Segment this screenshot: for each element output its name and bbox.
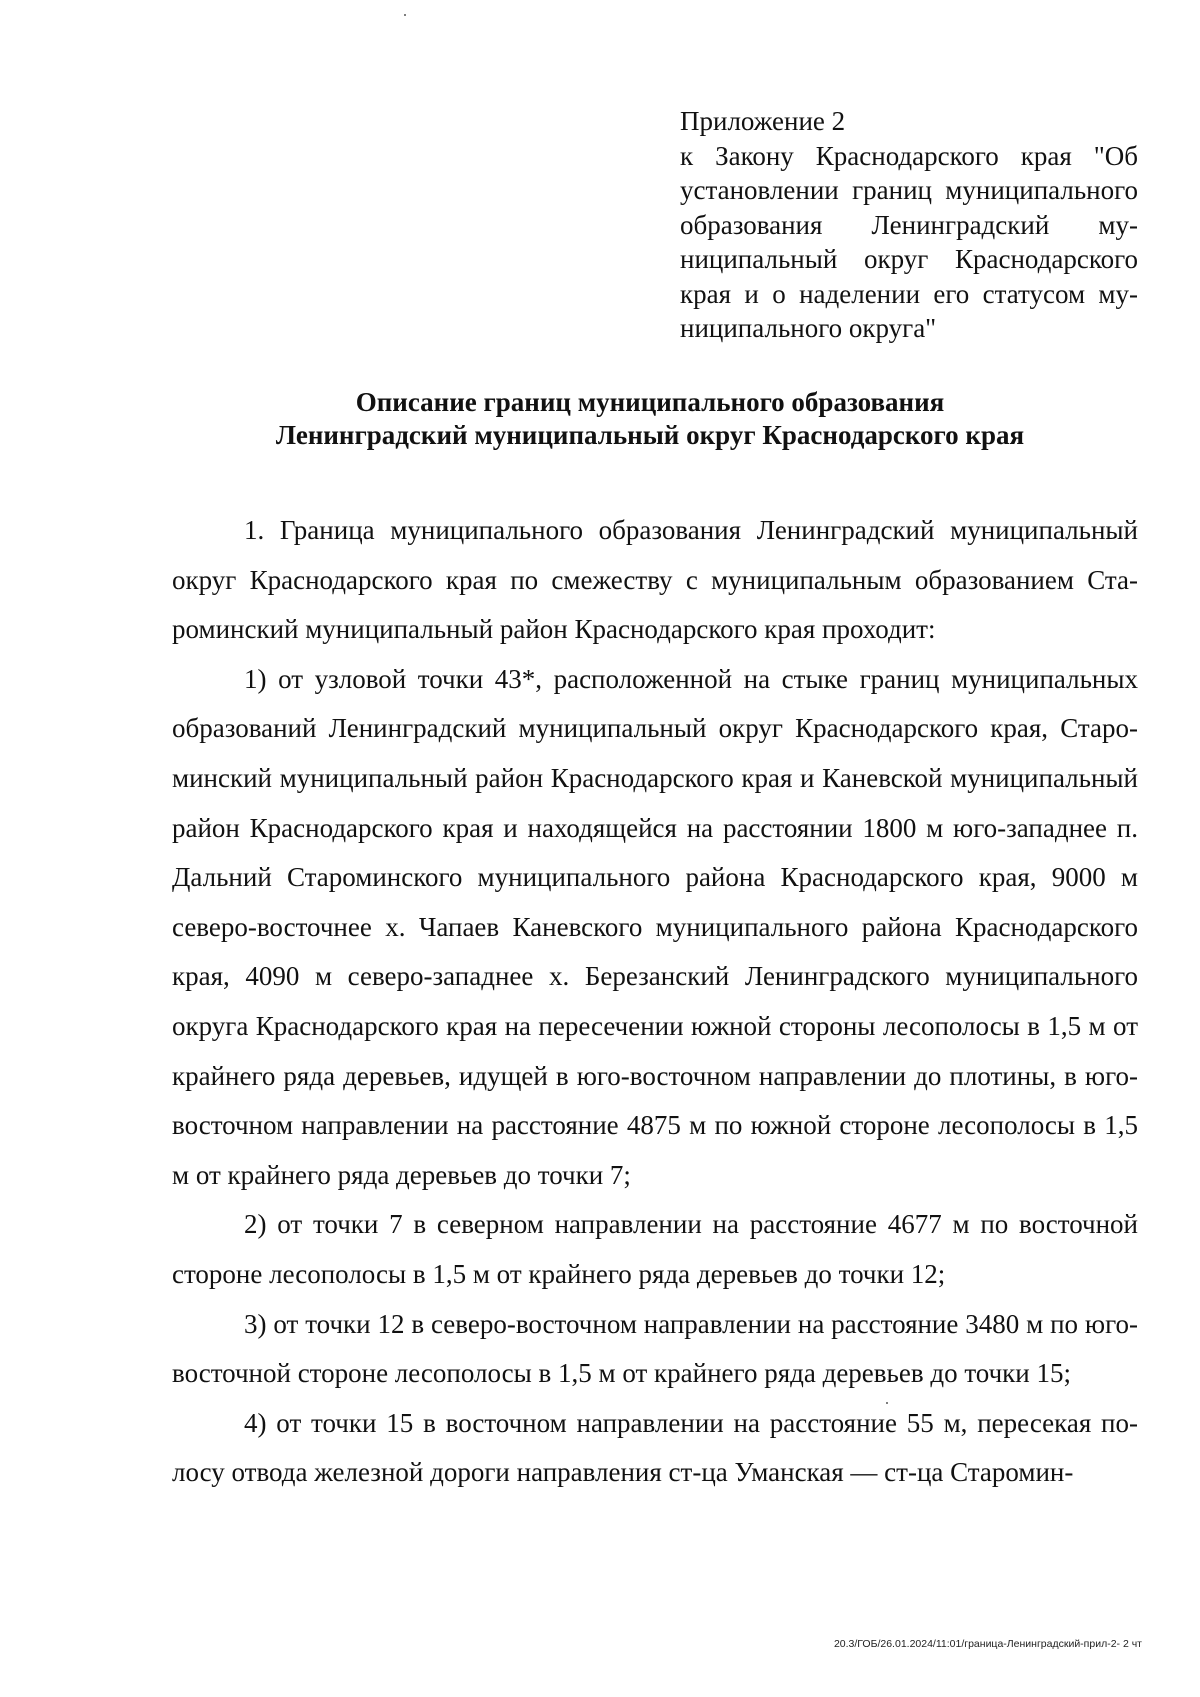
paragraph-1: 1. Граница муниципального образования Ленинградский муниципальный округ Краснодарского края по смежеству с муниципальным образованием Староминский муниципальный район Краснодарского края проходит: [172, 515, 1138, 645]
document-title-line-1: Описание границ муниципального образования [355, 387, 945, 417]
paragraph-item-2: 2) от точки 7 в северном направлении на расстояние 4677 м по восточной стороне лесополосы в 1,5 м от крайнего ряда деревьев до точки 12; [172, 1209, 1138, 1289]
document-footer-code: 20.3/ГОБ/26.01.2024/11:01/граница-Ленинградский-прил-2- 2 чт [833, 1638, 1142, 1650]
appendix-header [680, 104, 1138, 346]
paragraph-item-3: 3) от точки 12 в северо-восточном направлении на расстояние 3480 м по юго-восточной стороне лесополосы в 1,5 м от крайнего ряда деревьев до точки 15; [172, 1308, 1138, 1389]
scan-speck-top [404, 14, 406, 16]
document-title-line-2: Ленинградский муниципальный округ Краснодарского края [275, 420, 1025, 450]
document-body [172, 506, 1138, 1498]
appendix-number: Приложение 2 [680, 106, 846, 136]
appendix-law-reference: к Закону Краснодарского края "Об установлении границ муниципального образования Ленинградский муниципальный округ Краснодарского края и о наделении его статусом муниципального округа" [680, 140, 1138, 343]
paragraph-item-1: 1) от узловой точки 43*, расположенной на стыке границ муниципальных образований Ленинградский муниципальный округ Краснодарского края, Староминский муниципальный район Краснодарского края и Каневской муниципальный район Краснодарского края и находящейся на расстоянии 1800 м юго-западнее п. Дальний Староминского муниципального района Краснодарского края, 9000 м северо-восточнее х. Чапаев Каневского муниципального района Краснодарского края, 4090 м северо-западнее х. Березанский Ленинградского муниципального округа Краснодарского края на пересечении южной стороны лесополосы в 1,5 м от крайнего ряда деревьев, идущей в юго-восточном направлении до плотины, в юго-восточном направлении на расстояние 4875 м по южной стороне лесополосы в 1,5 м от крайнего ряда деревьев до точки 7; [172, 663, 1138, 1190]
paragraph-item-4: 4) от точки 15 в восточном направлении на расстояние 55 м, пересекая полосу отвода железной дороги направления ст-ца Уманская — ст-ца Старомин- [172, 1407, 1138, 1488]
